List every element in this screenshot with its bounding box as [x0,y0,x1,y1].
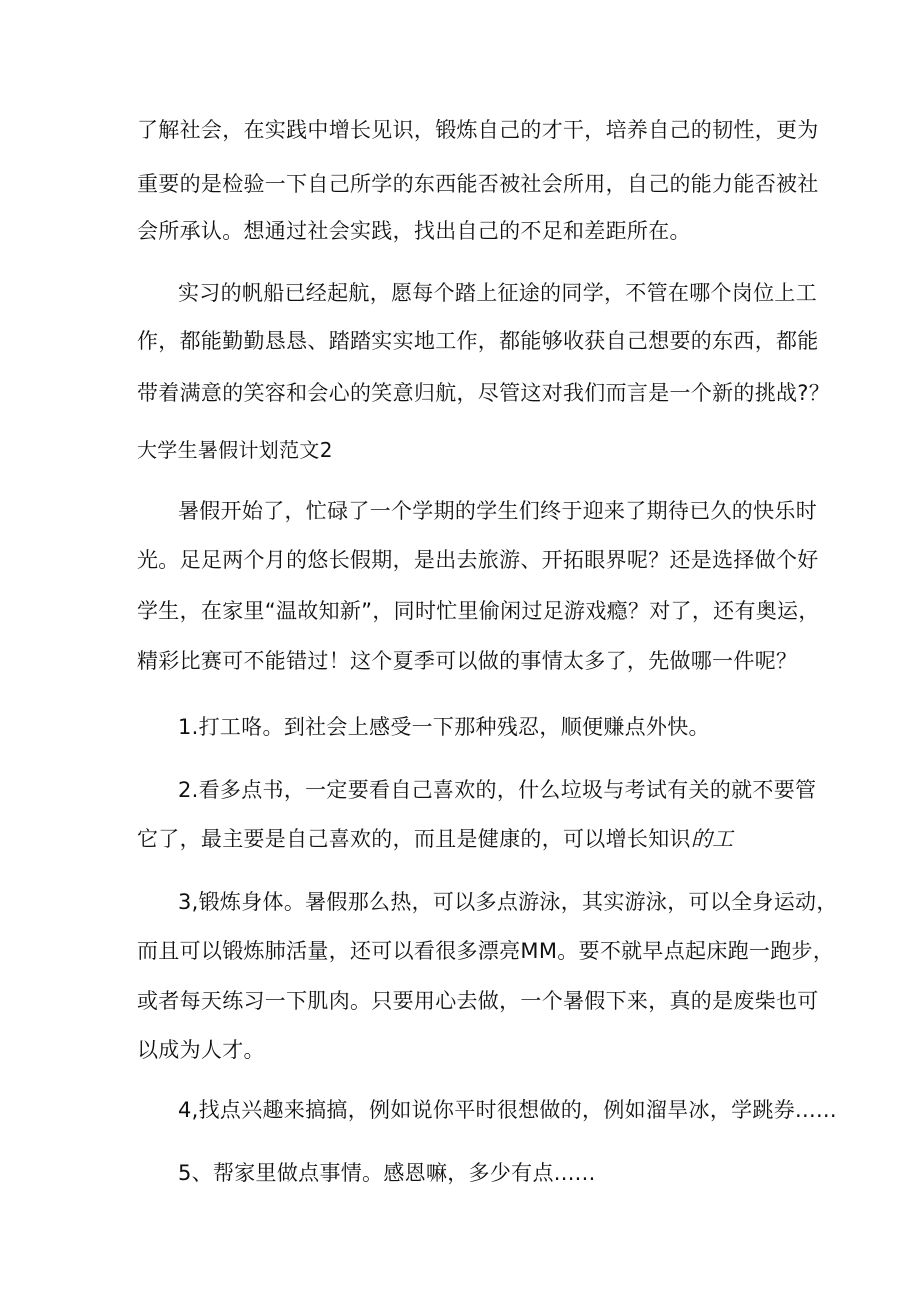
list-item-2-line-2 [137,825,733,853]
paragraph-3-line-1: 暑假开始了，忙碌了一个学期的学生们终于迎来了期待已久的快乐时 [178,499,817,523]
list-item-1: 1.打工咯。到社会上感受一下那种残忍，顺便赚点外快。 [178,715,710,739]
paragraph-3-line-4: 精彩比赛可不能错过！这个夏季可以做的事情太多了，先做哪一件呢？ [137,649,798,673]
list-item-3-line-1: 3,锻炼身体。暑假那么热，可以多点游泳，其实游泳，可以全身运动， [178,890,838,914]
paragraph-2-line-3: 带着满意的笑容和会心的笑意归航，尽管这对我们而言是一个新的挑战?？ [137,381,831,405]
list-item-2-line-2-text: 它了，最主要是自己喜欢的，而且是健康的，可以增长知识 [137,827,691,851]
paragraph-1-line-3: 会所承认。想通过社会实践，找出自己的不足和差距所在。 [137,219,691,243]
list-item-4: 4,找点兴趣来搞搞，例如说你平时很想做的，例如溜旱冰，学跳券...... [178,1098,837,1122]
paragraph-2-line-1: 实习的帆船已经起航，愿每个踏上征途的同学，不管在哪个岗位上工 [178,281,817,305]
paragraph-1-line-2: 重要的是检验一下自己所学的东西能否被社会所用，自己的能力能否被社 [137,172,819,196]
list-item-3-line-3: 或者每天练习一下肌肉。只要用心去做，一个暑假下来，真的是废柴也可 [137,989,819,1013]
section-heading: 大学生暑假计划范文2 [137,438,333,462]
list-item-2-line-2-tail: 的工 [690,827,734,851]
paragraph-1-line-1: 了解社会，在实践中增长见识，锻炼自己的才干，培养自己的韧性，更为 [137,118,819,142]
list-item-5: 5、帮家里做点事情。感恩嘛，多少有点...... [178,1161,596,1185]
paragraph-2-line-2: 作，都能勤勤恳恳、踏踏实实地工作，都能够收获自己想要的东西，都能 [137,329,819,353]
list-item-3-line-2: 而且可以锻炼肺活量，还可以看很多漂亮MM。要不就早点起床跑一跑步， [137,939,835,963]
paragraph-3-line-3: 学生，在家里“温故知新”，同时忙里偷闲过足游戏瘾？对了，还有奥运， [137,599,820,623]
paragraph-3-line-2: 光。足足两个月的悠长假期，是出去旅游、开拓眼界呢？还是选择做个好 [137,548,819,572]
list-item-3-line-4: 以成为人才。 [137,1038,265,1062]
list-item-2-line-1: 2.看多点书，一定要看自己喜欢的，什么垃圾与考试有关的就不要管 [178,778,817,802]
